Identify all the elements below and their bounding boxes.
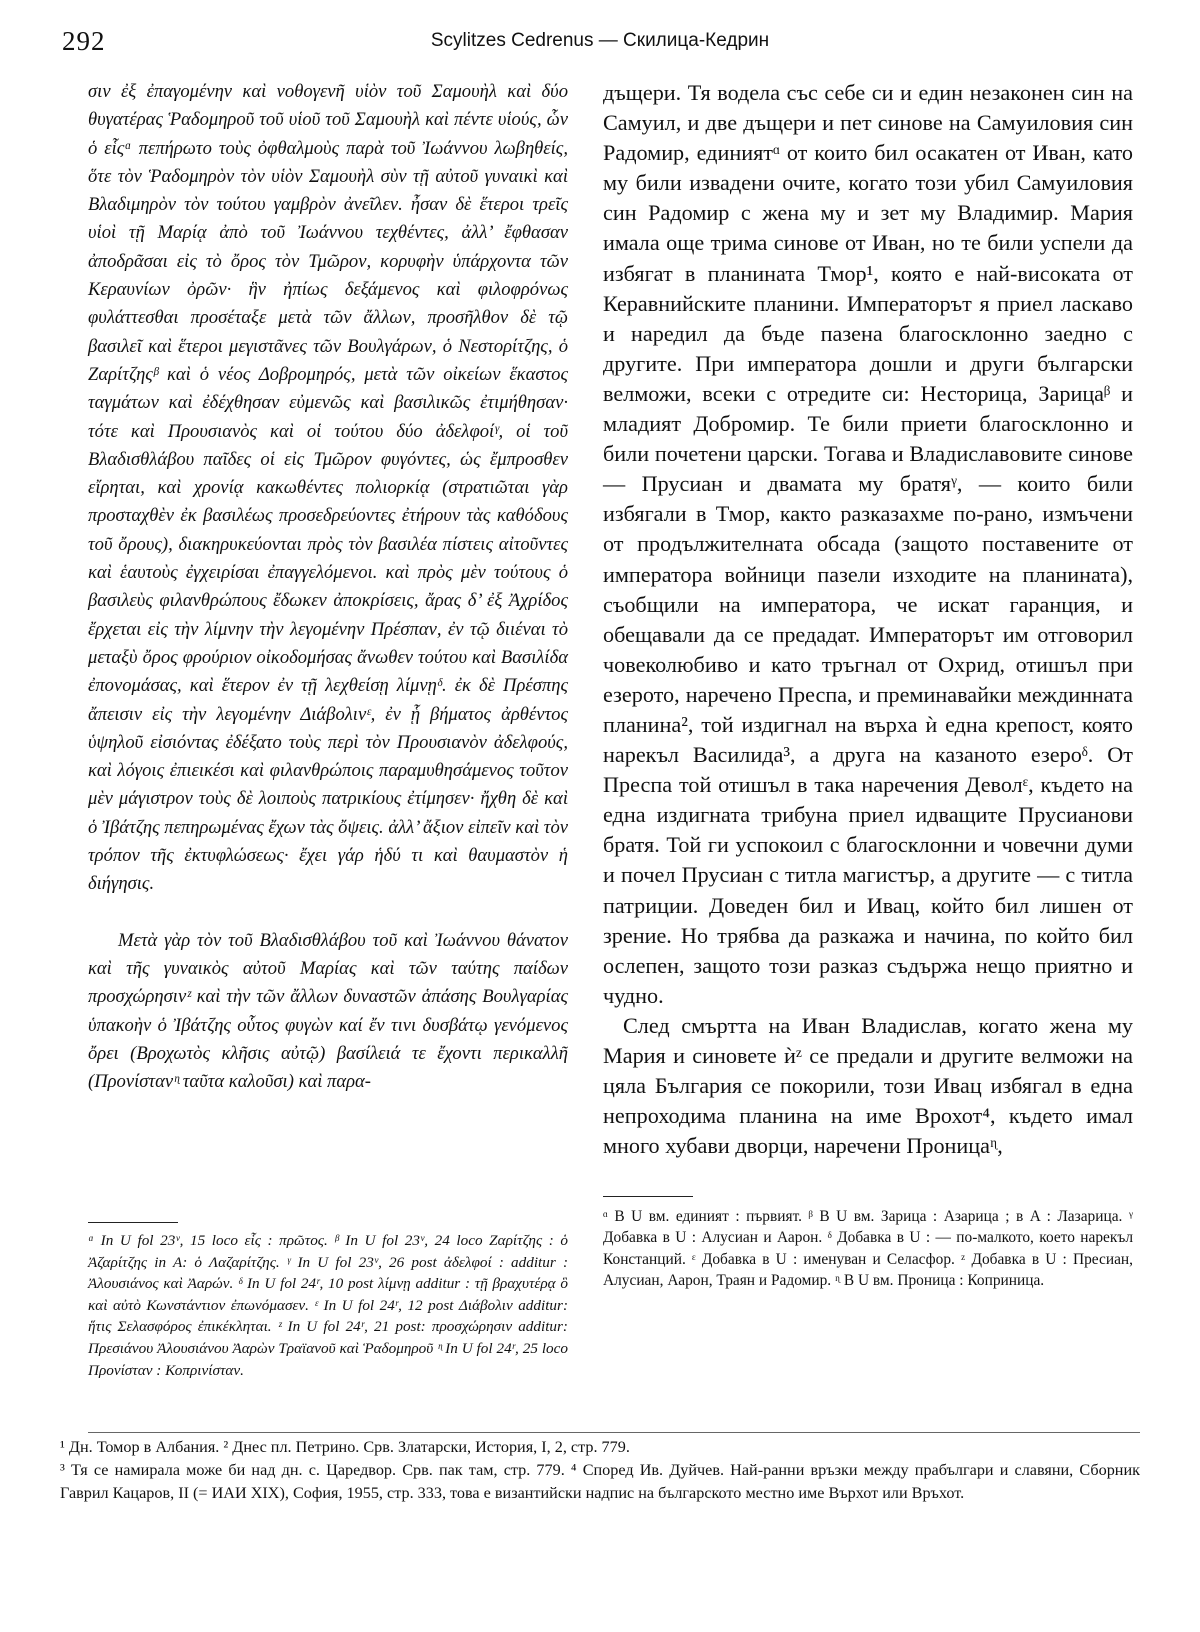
bulgarian-text-column	[603, 78, 1133, 1161]
running-title: Scylitzes Cedrenus — Скилица-Кедрин	[430, 30, 770, 51]
greek-paragraph-1: σιν ἐξ ἐπαγομένην καὶ νοθογενῆ υἱὸν τοῦ Σαμουὴλ καὶ δύο θυγατέρας Ῥαδομηροῦ τοῦ υἱοῦ τοῦ Σαμουὴλ καὶ πέντε υἱούς, ὧν ὁ εἷςᵅ πεπήρωτο τοὺς ὀφθαλμοὺς παρὰ τοῦ Ἰωάννου λωβηθείς, ὅτε τὸν Ῥαδομηρὸν τὸν υἱὸν Σαμουὴλ σὺν τῇ αὐτοῦ γυναικὶ καὶ Βλαδιμηρὸν τὸν τούτου γαμβρὸν ἀνεῖλεν. ἦσαν δὲ ἕτεροι τρεῖς υἱοὶ τῇ Μαρίᾳ ἀπὸ τοῦ Ἰωάννου τεχθέντες, ἀλλ’ ἔφθασαν ἀποδρᾶσαι εἰς τὸ ὄρος τὸν Τμῶρον, κορυφὴν ὑπάρχοντα τῶν Κεραυνίων ὀρῶν· ἣν ἠπίως δεξάμενος καὶ φιλοφρόνως φυλάττεσθαι προσέταξε μετὰ τῶν ἄλλων, προσῆλθον δὲ τῷ βασιλεῖ καὶ ἕτεροι μεγιστᾶνες τῶν Βουλγάρων, ὁ Νεστορίτζης, ὁ Ζαρίτζηςᵝ καὶ ὁ νέος Δοβρομηρός, μετὰ τῶν οἰκείων ἕκαστος ταγμάτων καὶ ἐδέχθησαν εὐμενῶς καὶ βασιλικῶς ἐτιμήθησαν· τότε καὶ Προυσιανὸς καὶ οἱ τούτου δύο ἀδελφοίᵞ, οἱ τοῦ Βλαδισθλάβου παῖδες οἱ εἰς Τμῶρον φυγόντες, ὡς ἔμπροσθεν εἴρηται, καὶ χρονίᾳ κακωθέντες πολιορκίᾳ (στρατιῶται γὰρ προσταχθὲν ἐκ βασιλέως προσεδρεύοντες ἐτήρουν τὰς καθόδους τοῦ ὄρους), διακηρυκεύονται πρὸς τὸν βασιλέα πίστεις αἰτοῦντες καὶ ἑαυτοὺς ἐγχειρίσαι ἐπαγγελόμενοι. καὶ πρὸς μὲν τούτους ὁ βασιλεὺς φιλανθρώπους ἔδωκεν ἀποκρίσεις, ἄρας δ’ ἐξ Ἀχρίδος ἔρχεται εἰς τὴν λίμνην τὴν λεγομένην Πρέσπαν, ἐν τῷ διιέναι τὸ μεταξὺ ὄρος φρούριον οἰκοδομήσας ἄνωθεν τούτου καὶ Βασιλίδα ἐπονομάσας, καὶ ἕτερον ἐν τῇ λεχθείσῃ λίμνῃᵟ. ἐκ δὲ Πρέσπης ἄπεισιν εἰς τὴν λεγομένην Διάβολινᵋ, ἐν ᾗ βήματος ἀρθέντος ὑψηλοῦ εἰσιόντας ἐδέξατο τοὺς περὶ τὸν Προυσιανὸν ἀδελφούς, καὶ λόγοις ἐπιεικέσι καὶ φιλανθρώποις παραμυθησάμενος τοῦτον μὲν μάγιστρον τοὺς δὲ λοιποὺς πατρικίους ἐτίμησεν· ἤχθη δὲ καὶ ὁ Ἰβάτζης πεπηρωμένας ἔχων τὰς ὄψεις. ἀλλ’ ἄξιον εἰπεῖν καὶ τὸν τρόπον τῆς ἐκτυφλώσεως· ἔχει γάρ ἡδύ τι καὶ θαυμαστὸν ἡ διήγησις.	[88, 81, 568, 895]
footnotes-divider	[88, 1432, 1140, 1433]
footnote-line-2: ³ Тя се намирала може би над дн. с. Царедвор. Срв. пак там, стр. 779. ⁴ Според Ив. Дуйчев. Най-ранни връзки между прабългари и славяни, Сборник Гаврил Кацаров, II (= ИАИ XIX), София, 1955, стр. 333, това е византийски надпис на българското местно име Върхот или Връхот.	[60, 1461, 1140, 1503]
apparatus-divider-bulgarian	[603, 1196, 693, 1197]
greek-text-column	[88, 78, 568, 1096]
page-number: 292	[62, 26, 106, 56]
footnote-line-1: ¹ Дн. Томор в Албания. ² Днес пл. Петрино. Срв. Златарски, История, I, 2, стр. 779.	[60, 1438, 630, 1456]
critical-apparatus-bulgarian	[603, 1206, 1133, 1292]
greek-paragraph-2: Μετὰ γὰρ τὸν τοῦ Βλαδισθλάβου τοῦ καὶ Ἰωάννου θάνατον καὶ τῆς γυναικὸς αὐτοῦ Μαρίας καὶ τῶν ταύτης παίδων προσχώρησινᶻ καὶ τὴν τῶν ἄλλων δυναστῶν ἁπάσης Βουλγαρίας ὑπακοὴν ὁ Ἰβάτζης οὗτος φυγὼν καί ἔν τινι δυσβάτῳ γενόμενος ὄρει (Βροχωτὸς κλῆσις αὐτῷ) βασίλειά τε ἔχοντι περικαλλῆ (Προνίστανᶯ ταῦτα καλοῦσι) καὶ παρα-	[88, 929, 568, 1093]
bulgarian-paragraph-1: дъщери. Тя водела със себе си и един незаконен син на Самуил, и две дъщери и пет синове на Самуиловия син Радомир, единиятᵅ от които бил осакатен от Иван, като му били извадени очите, когато този убил Самуиловия син Радомир с жена му и зет му Владимир. Мария имала още трима синове от Иван, но те били успели да избягат в планината Тмор¹, която е най-високата от Керавнийските планини. Императорът я приел ласкаво и наредил да бъде пазена благосклонно заедно с другите. При императора дошли и други български велможи, всеки с отредите си: Несторица, Зарицаᵝ и младият Добромир. Те били приети благосклонно и били почетени царски. Тогава и Владиславовите синове — Прусиан и двамата му братяᵞ, — които били избягали в Тмор, както разказахме по-рано, измъчени от продължителната обсада (защото поставените от императора войници пазели изходите на планината), съобщили на императора, че искат гаранция, и обещавали да се предадат. Императорът им отговорил човеколюбиво и като тръгнал от Охрид, отишъл при езерото, наречено Преспа, и преминавайки междинната планина², той издигнал на върха ѝ една крепост, която нарекъл Василида³, а друга на казаното езероᵟ. От Преспа той отишъл в така наречения Деволᵋ, където на една издигната трибуна приел идващите Прусианови братя. Той ги успокоил с благосклонни и човечни думи и почел Прусиан с титла магистър, а другите — с титла патриции. Доведен бил и Ивац, който бил лишен от зрение. Но трябва да разкажа и начина, по който бил ослепен, защото този разказ съдържа нещо приятно и чудно.	[603, 80, 1133, 1008]
apparatus-bulgarian-text: ᵅ В U вм. единият : първият. ᵝ В U вм. Зарица : Азарица ; в A : Лазарица. ᵞ Добавка в U : Алусиан и Аарон. ᵟ Добавка в U : — по-малкото, което нарекъл Констанций. ᵋ Добавка в U : именуван и Селасфор. ᶻ Добавка в U : Пресиан, Алусиан, Аарон, Траян и Радомир. ᶯ В U вм. Проница : Коприница.	[603, 1208, 1133, 1290]
critical-apparatus-greek	[88, 1230, 568, 1381]
page-header	[60, 24, 1140, 64]
apparatus-greek-text: ᵅ In U fol 23ᵛ, 15 loco εἷς : πρῶτος. ᵝ In U fol 23ᵛ, 24 loco Ζαρίτζης : ὁ Ἀζαρίτζης in A: ὁ Λαζαρίτζης. ᵞ In U fol 23ᵛ, 26 post ἀδελφοί : additur : Ἀλουσιάνος καὶ Ἀαρών. ᵟ In U fol 24ʳ, 10 post λίμνῃ additur : τῇ βραχυτέρᾳ ὃ καὶ αὐτὸ Κωνστάντιον ἐπωνόμασεν. ᵋ In U fol 24ʳ, 12 post Διάβολιν additur: ἥτις Σελασφόρος ἐπικέκληται. ᶻ In U fol 24ʳ, 21 post: προσχώρησιν additur: Πρεσιάνου Ἀλουσιάνου Ἀαρὼν Τραϊανοῦ καὶ Ῥαδομηροῦ ᶯ In U fol 24ʳ, 25 loco Προνίσταν : Κοπρινίσταν.	[88, 1232, 568, 1379]
footnotes	[60, 1436, 1140, 1506]
bulgarian-paragraph-2: След смъртта на Иван Владислав, когато жена му Мария и синовете ѝᶻ се предали и другите велможи на цяла България се покорили, този Ивац избягал в една непроходима планина на име Врохот⁴, където имал много хубави дворци, наречени Проницаᶯ,	[603, 1012, 1133, 1159]
apparatus-divider-greek	[88, 1222, 178, 1223]
